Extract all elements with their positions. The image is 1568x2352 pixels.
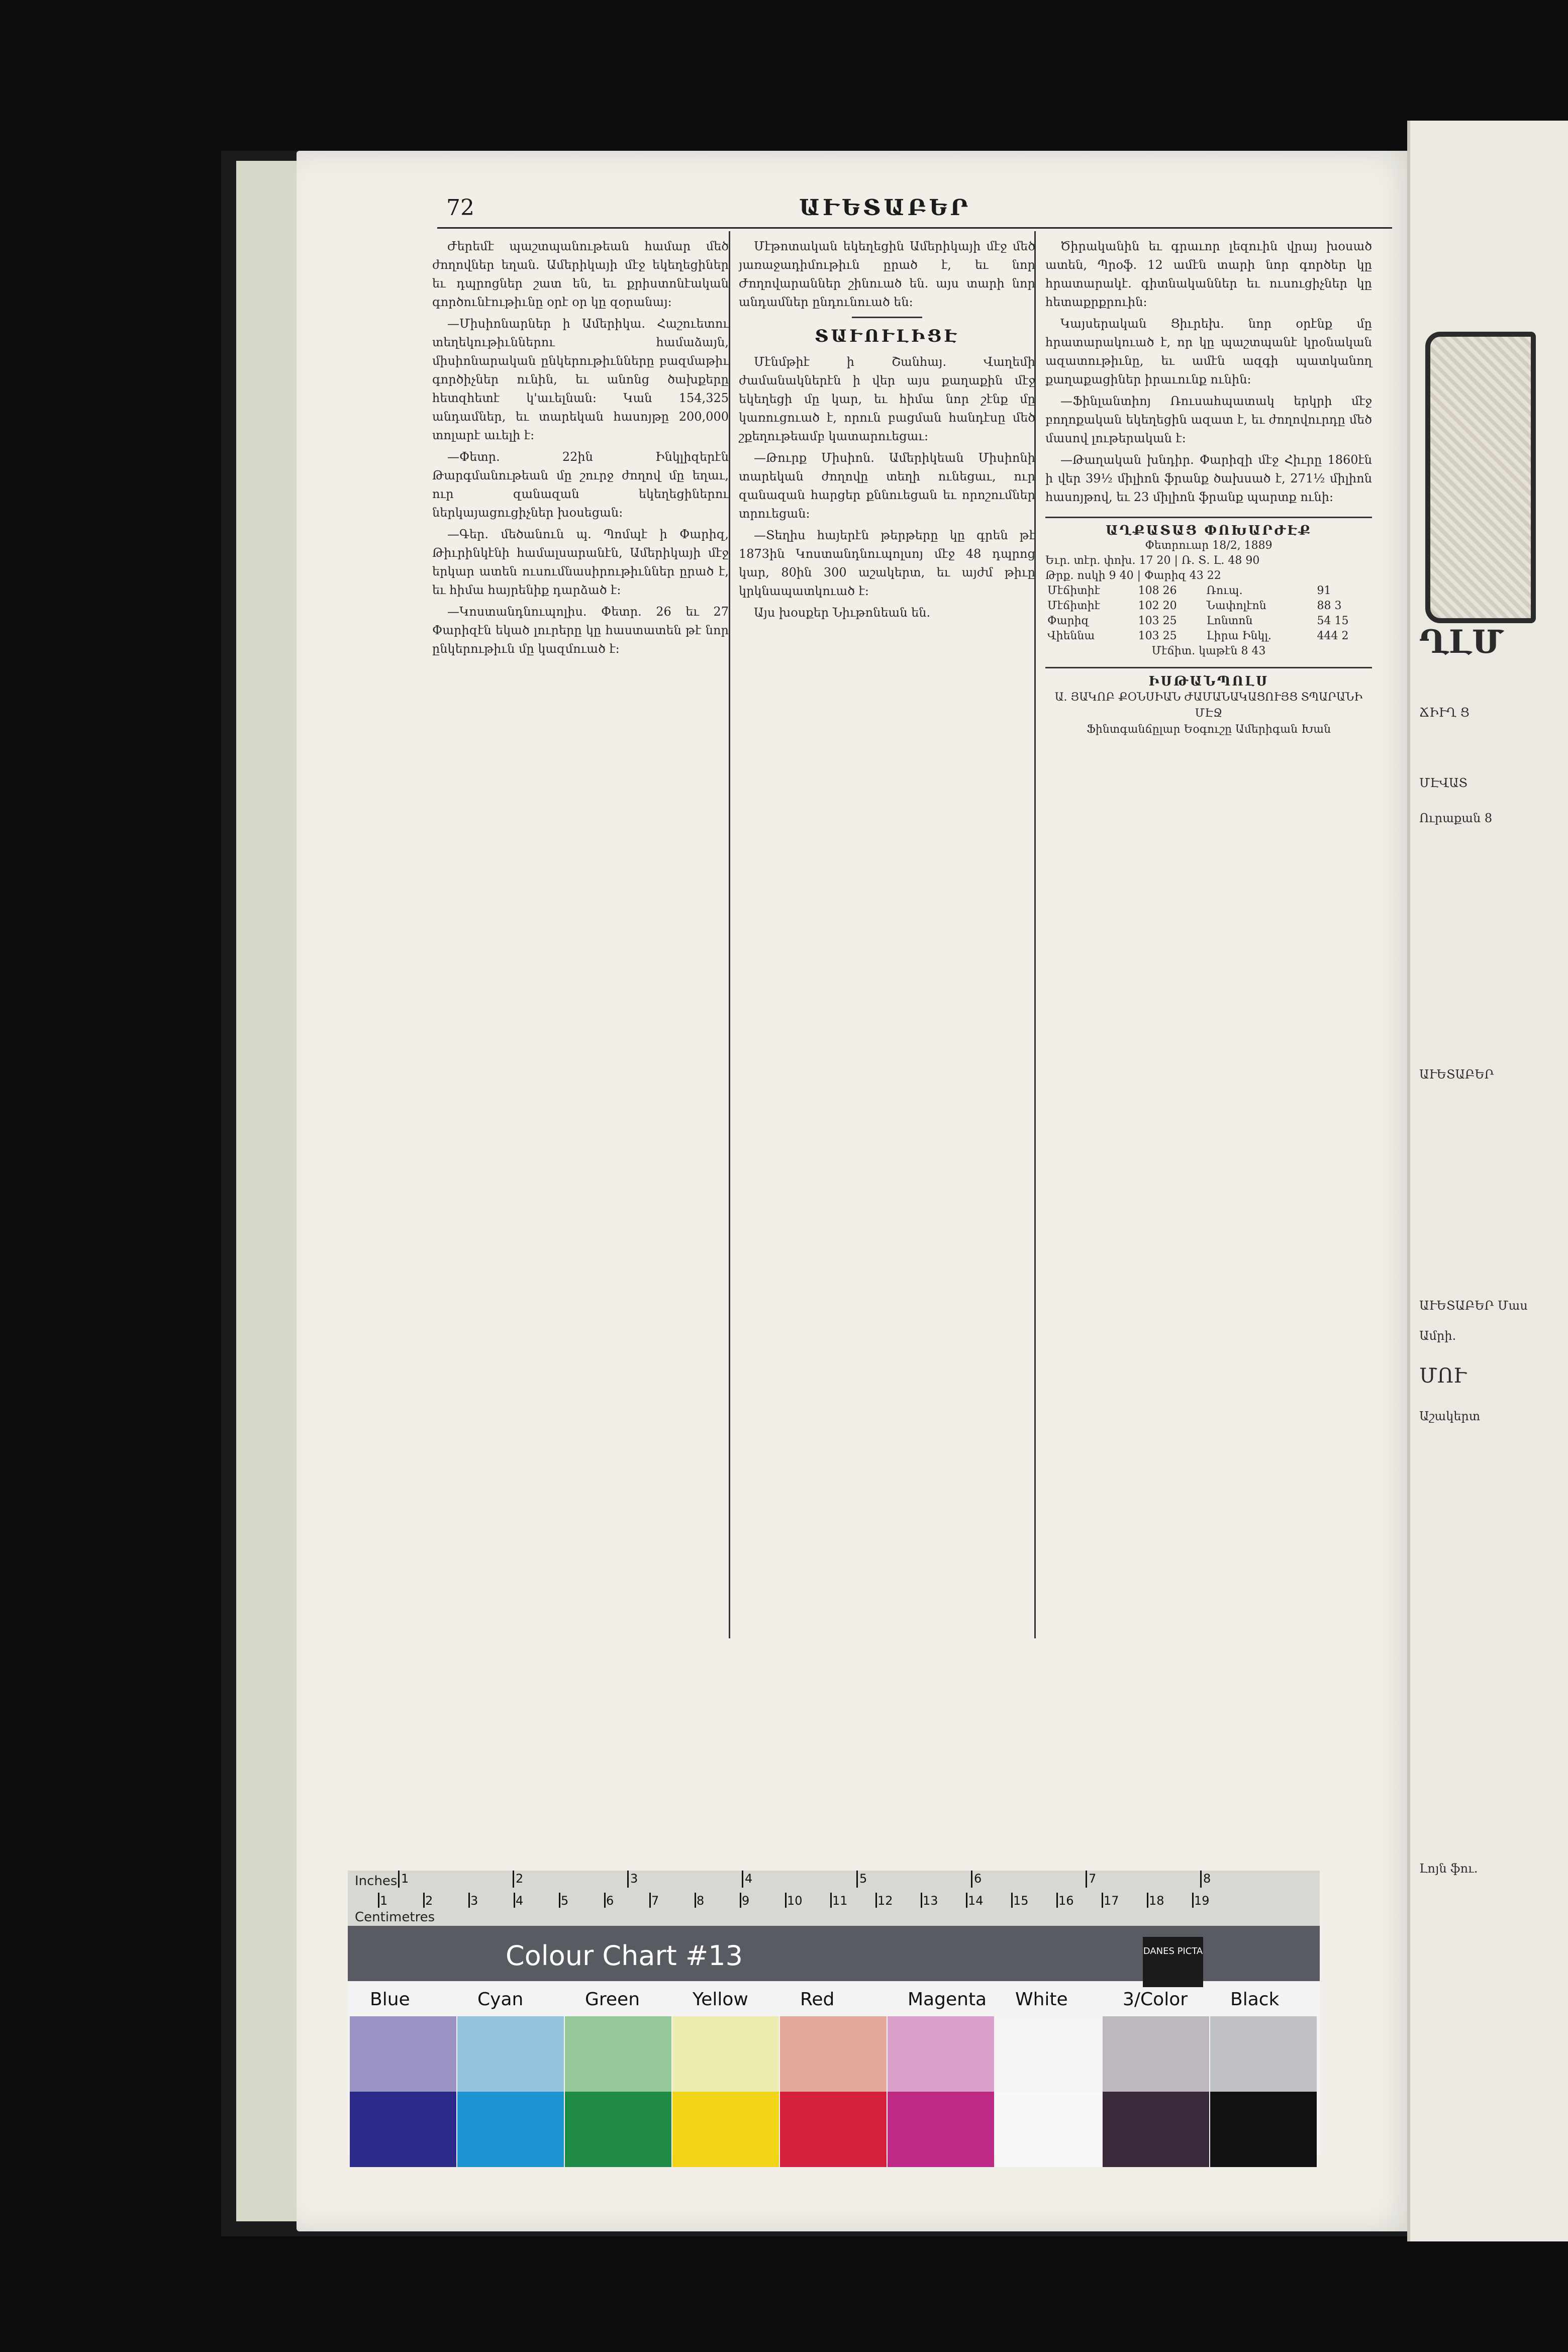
inch-tick-label: 1 xyxy=(401,1872,409,1886)
cell: 91 xyxy=(1317,584,1331,597)
inch-tick xyxy=(513,1871,514,1888)
inch-tick-label: 6 xyxy=(974,1872,982,1886)
table-row xyxy=(1045,599,1372,614)
inch-tick xyxy=(971,1871,972,1888)
cm-tick xyxy=(966,1893,967,1908)
table-row xyxy=(1045,614,1372,629)
exchange-date: Փետրուար 18/2, 1889 xyxy=(1145,539,1272,552)
swatch-light xyxy=(888,2016,994,2092)
chart-title: Colour Chart #13 xyxy=(506,1940,743,1972)
cm-tick xyxy=(740,1893,741,1908)
exchange-line: Եւր. տէր. փոխ. 17 20 | Ռ. Տ. Լ. 48 90 xyxy=(1045,554,1260,567)
paragraph: —Փետր. 22ին Ինկլիզերէն Թարգմանութեան մը շուրջ ժողով մը եղաւ, ուր զանազան եկեղեցիներու ներկայացուցիչներ խօսեցան։ xyxy=(432,450,729,520)
cm-tick xyxy=(649,1893,651,1908)
cell: Նափոլէոն xyxy=(1206,600,1266,612)
swatch-light xyxy=(1103,2016,1209,2092)
cell: Ռուպ. xyxy=(1206,584,1243,597)
cm-tick xyxy=(423,1893,425,1908)
inch-tick-label: 8 xyxy=(1203,1872,1211,1886)
swatch-dark xyxy=(1103,2092,1209,2167)
paragraph: Կայսերական Ցիւրեխ. նոր օրէնք մը հրատարակուած է, որ կը պաշտպանէ կրօնական ազատութիւնը, եւ ամէն ազգի պատկանող քաղաքացիներ իրաւունք ունին։ xyxy=(1045,317,1372,386)
swatch-dark xyxy=(672,2092,779,2167)
cm-tick-label: 14 xyxy=(968,1894,984,1908)
paragraph: —Թաղական խնդիր. Փարիզի մէջ Հիւրը 1860էն ի վեր 39½ միլիոն ֆրանք ծախսած է, 271½ միլիոն հասոյթով, եւ 23 միլիոն ֆրանք պարտք ունի։ xyxy=(1045,453,1372,504)
cm-tick xyxy=(785,1893,787,1908)
paragraph: —Կոստանդնուպոլիս. Փետր. 26 եւ 27 Փարիզէն եկած լուրերը կը հաստատեն թէ նոր ընկերութիւն մը կազմուած է։ xyxy=(432,605,729,656)
cell: 88 3 xyxy=(1317,600,1342,612)
exchange-table xyxy=(1045,517,1372,659)
cell: 102 20 xyxy=(1138,600,1177,612)
danes-picta-logo: DANES PICTA xyxy=(1143,1937,1203,1987)
cm-tick-label: 17 xyxy=(1104,1894,1119,1908)
right-page-line: Աշակերտ xyxy=(1419,1409,1481,1423)
swatch-dark xyxy=(1210,2092,1317,2167)
inch-tick-label: 3 xyxy=(630,1872,638,1886)
cell: Լիրա Ինկլ. xyxy=(1206,630,1272,642)
cm-tick-label: 6 xyxy=(606,1894,614,1908)
cm-tick-label: 9 xyxy=(742,1894,750,1908)
swatch-label: Green xyxy=(585,1989,640,2010)
inch-tick xyxy=(1086,1871,1087,1888)
cm-tick-label: 11 xyxy=(832,1894,848,1908)
cm-tick-label: 19 xyxy=(1194,1894,1210,1908)
inches-label: Inches xyxy=(355,1874,398,1889)
cm-tick xyxy=(1192,1893,1194,1908)
paragraph: —Գեր. մեծանուն պ. Պոմպէ ի Փարիզ, Թիւրինկէնի համալսարանէն, Ամերիկայի մէջ երկար ատեն ուսումնասիրութիւններ ըրած է, եւ հիմա հայրենիք դարձած է։ xyxy=(432,527,729,597)
cm-tick xyxy=(921,1893,922,1908)
ornamental-initial xyxy=(1425,332,1536,623)
running-title: ԱՒԵՏԱԲԵՐ xyxy=(799,195,971,221)
column-3 xyxy=(1045,237,1372,1910)
inch-tick xyxy=(856,1871,858,1888)
cell: Մէճիտիէ xyxy=(1047,584,1100,597)
paragraph: Ժերեմէ պաշտպանութեան համար մեծ ժողովներ եղան. Ամերիկայի մէջ եկեղեցիներ եւ դպրոցներ շատ են, եւ քրիստոնէական գործունէութիւնը օրէ օր կը զօրանայ։ xyxy=(432,239,729,309)
inch-tick xyxy=(742,1871,743,1888)
swatch-light xyxy=(672,2016,779,2092)
page-edge xyxy=(236,161,303,2221)
notice-line: Ա. ՅԱԿՈԲ ՔՕՆՍԻԱՆ ԺԱՄԱՆԱԿԱՑՈՒՅՑ ՏՊԱՐԱՆԻ ՄԷՋ xyxy=(1054,691,1363,720)
cm-tick-label: 16 xyxy=(1058,1894,1074,1908)
swatch-dark xyxy=(350,2092,456,2167)
paragraph: —Միսիոնարներ ի Ամերիկա. Հաշուետու տեղեկութիւններու համաձայն, միսիոնարական ընկերութիւնները բազմաթիւ գործիչներ ունին, եւ անոնց ծախքերը հետզհետէ կ'աւելնան։ Կան 154,325 անդամներ, եւ տարեկան հասոյթը 200,000 տոլարէ աւելի է։ xyxy=(432,317,729,442)
exchange-line: Թրք. ոսկի 9 40 | Փարիզ 43 22 xyxy=(1045,569,1221,582)
centimetres-label: Centimetres xyxy=(355,1910,435,1925)
right-page-line: ՄԷՎԱՏ xyxy=(1419,776,1468,790)
right-page-line: ԱՒԵՏԱԲԵՐ xyxy=(1419,1067,1494,1082)
cm-tick-label: 5 xyxy=(561,1894,569,1908)
cm-tick xyxy=(1147,1893,1148,1908)
colour-chart xyxy=(348,1871,1320,2155)
cm-tick-label: 10 xyxy=(787,1894,803,1908)
inch-tick xyxy=(398,1871,400,1888)
cm-tick-label: 12 xyxy=(877,1894,893,1908)
cm-tick xyxy=(1102,1893,1103,1908)
cm-tick-label: 13 xyxy=(923,1894,938,1908)
cell: Վիեննա xyxy=(1047,630,1095,642)
cm-tick-label: 2 xyxy=(425,1894,433,1908)
cell: Լոնտոն xyxy=(1206,615,1253,627)
cm-tick-label: 18 xyxy=(1149,1894,1164,1908)
cm-tick xyxy=(468,1893,470,1908)
exchange-title: ԱՂՔԱՏԱՑ ՓՈԽԱՐԺԷՔ xyxy=(1105,523,1312,538)
inch-tick-label: 2 xyxy=(516,1872,524,1886)
cm-tick xyxy=(695,1893,696,1908)
swatch-light xyxy=(565,2016,671,2092)
swatch-label: Cyan xyxy=(477,1989,524,2010)
cm-tick-label: 4 xyxy=(516,1894,524,1908)
cell: Մէճիտիէ xyxy=(1047,600,1100,612)
swatch-dark xyxy=(888,2092,994,2167)
swatch-light xyxy=(350,2016,456,2092)
table-row xyxy=(1045,583,1372,599)
right-page-line: Լոյն ֆու. xyxy=(1419,1861,1478,1876)
cm-tick-label: 7 xyxy=(651,1894,659,1908)
cm-tick xyxy=(830,1893,832,1908)
cell: 108 26 xyxy=(1138,584,1177,597)
paragraph: Ծիրականին եւ գրաւոր լեզուին վրայ խօսած ատեն, Պրօֆ. 12 ամէն տարի նոր գործեր կը հրատարակէ. գիտնականներ եւ ուսուցիչներ կը հետաքրքրուին։ xyxy=(1045,239,1372,309)
header-rule xyxy=(437,227,1392,229)
swatch-label: Magenta xyxy=(908,1989,987,2010)
cell: 54 15 xyxy=(1317,615,1349,627)
right-page xyxy=(1407,121,1568,2241)
cm-tick-label: 3 xyxy=(470,1894,478,1908)
inch-tick-label: 4 xyxy=(745,1872,753,1886)
cell: 103 25 xyxy=(1138,615,1177,627)
section-rule xyxy=(852,317,922,318)
swatch-label: Yellow xyxy=(693,1989,748,2010)
cm-tick-label: 1 xyxy=(380,1894,388,1908)
notice-line: Ֆինտգանճըլար Եօգուշը Ամերիգան Խան xyxy=(1086,723,1331,736)
paragraph: —Տեղիս հայերէն թերթերը կը գրեն թէ 1873ին Կոստանդնուպոլսոյ մէջ 48 դպրոց կար, 80ին 300 աշակերտ, եւ այժմ թիւը կրկնապատկուած է։ xyxy=(739,528,1035,598)
cm-tick xyxy=(559,1893,560,1908)
swatch-light xyxy=(995,2016,1102,2092)
swatch-dark xyxy=(780,2092,887,2167)
inch-tick-label: 7 xyxy=(1089,1872,1097,1886)
cm-tick xyxy=(875,1893,877,1908)
paragraph: —Թուրք Միսիոն. Ամերիկեան Միսիոնի տարեկան ժողովը տեղի ունեցաւ, ուր զանազան հարցեր քննուեցան եւ որոշումներ տրուեցան։ xyxy=(739,451,1035,521)
paragraph: Մէթոտական եկեղեցին Ամերիկայի մէջ մեծ յառաջադիմութիւն ըրած է, եւ նոր Ժողովարաններ շինուած են. այս տարի նոր անդամներ ընդունուած են։ xyxy=(739,239,1035,309)
column-2 xyxy=(739,237,1035,1910)
swatch-label: Red xyxy=(800,1989,835,2010)
section-title: ՏԱՒՈՒԼԻՑԷ xyxy=(814,326,960,346)
exchange-footer: Մէճիտ. կաթէն 8 43 xyxy=(1151,645,1266,657)
swatch-label: White xyxy=(1015,1989,1068,2010)
paragraph: —Ֆինլանտիոյ Ռուսահպատակ երկրի մէջ բողոքական եկեղեցին ազատ է, եւ ժողովուրդը մեծ մասով լութերական է։ xyxy=(1045,394,1372,445)
publisher-notice xyxy=(1045,667,1372,738)
right-page-line: Ուրաքան 8 xyxy=(1419,811,1493,825)
page-number: 72 xyxy=(446,195,474,221)
cm-tick xyxy=(1011,1893,1013,1908)
swatch-light xyxy=(1210,2016,1317,2092)
ruler xyxy=(348,1871,1320,1926)
exchange-rows xyxy=(1045,583,1372,644)
cell: 103 25 xyxy=(1138,630,1177,642)
right-page-title: ՂԼՄ xyxy=(1419,623,1504,661)
cm-tick xyxy=(514,1893,515,1908)
cm-tick xyxy=(378,1893,379,1908)
table-row xyxy=(1045,629,1372,644)
paragraph: Մէնմթիէ ի Շանհայ. Վաղեմի ժամանակներէն ի վեր այս քաղաքին մէջ եկեղեցի մը կար, եւ հիմա նոր շէնք մը կառուցուած է, որուն բացման հանդէսը մեծ շքեղութեամբ կատարուեցաւ։ xyxy=(739,355,1035,443)
cm-tick-label: 15 xyxy=(1013,1894,1029,1908)
swatch-light xyxy=(780,2016,887,2092)
right-page-line: ՃԻՒՂ Ց xyxy=(1419,706,1469,720)
right-page-line: ԱՒԵՏԱԲԵՐ Մաս xyxy=(1419,1299,1528,1313)
swatch-dark xyxy=(995,2092,1102,2167)
right-page-line: ՄՈՒ xyxy=(1419,1364,1466,1388)
cm-tick-label: 8 xyxy=(697,1894,705,1908)
cm-tick xyxy=(604,1893,606,1908)
column-rule xyxy=(729,231,730,1638)
notice-title: ԻՍԹԱՆՊՈԼՍ xyxy=(1148,674,1269,689)
swatch-dark xyxy=(457,2092,564,2167)
cell: Փարիզ xyxy=(1047,615,1089,627)
cm-tick xyxy=(1056,1893,1058,1908)
column-1 xyxy=(432,237,729,1910)
right-page-line: Ամրի. xyxy=(1419,1329,1456,1343)
inch-tick xyxy=(627,1871,629,1888)
inch-tick-label: 5 xyxy=(859,1872,867,1886)
cell: 444 2 xyxy=(1317,630,1349,642)
paragraph: Այս խօսքեր Նիւթոնեան են. xyxy=(754,606,931,620)
swatch-label: 3/Color xyxy=(1123,1989,1188,2010)
inch-tick xyxy=(1200,1871,1202,1888)
swatch-label: Blue xyxy=(370,1989,410,2010)
swatch-label: Black xyxy=(1230,1989,1280,2010)
swatch-dark xyxy=(565,2092,671,2167)
swatch-light xyxy=(457,2016,564,2092)
